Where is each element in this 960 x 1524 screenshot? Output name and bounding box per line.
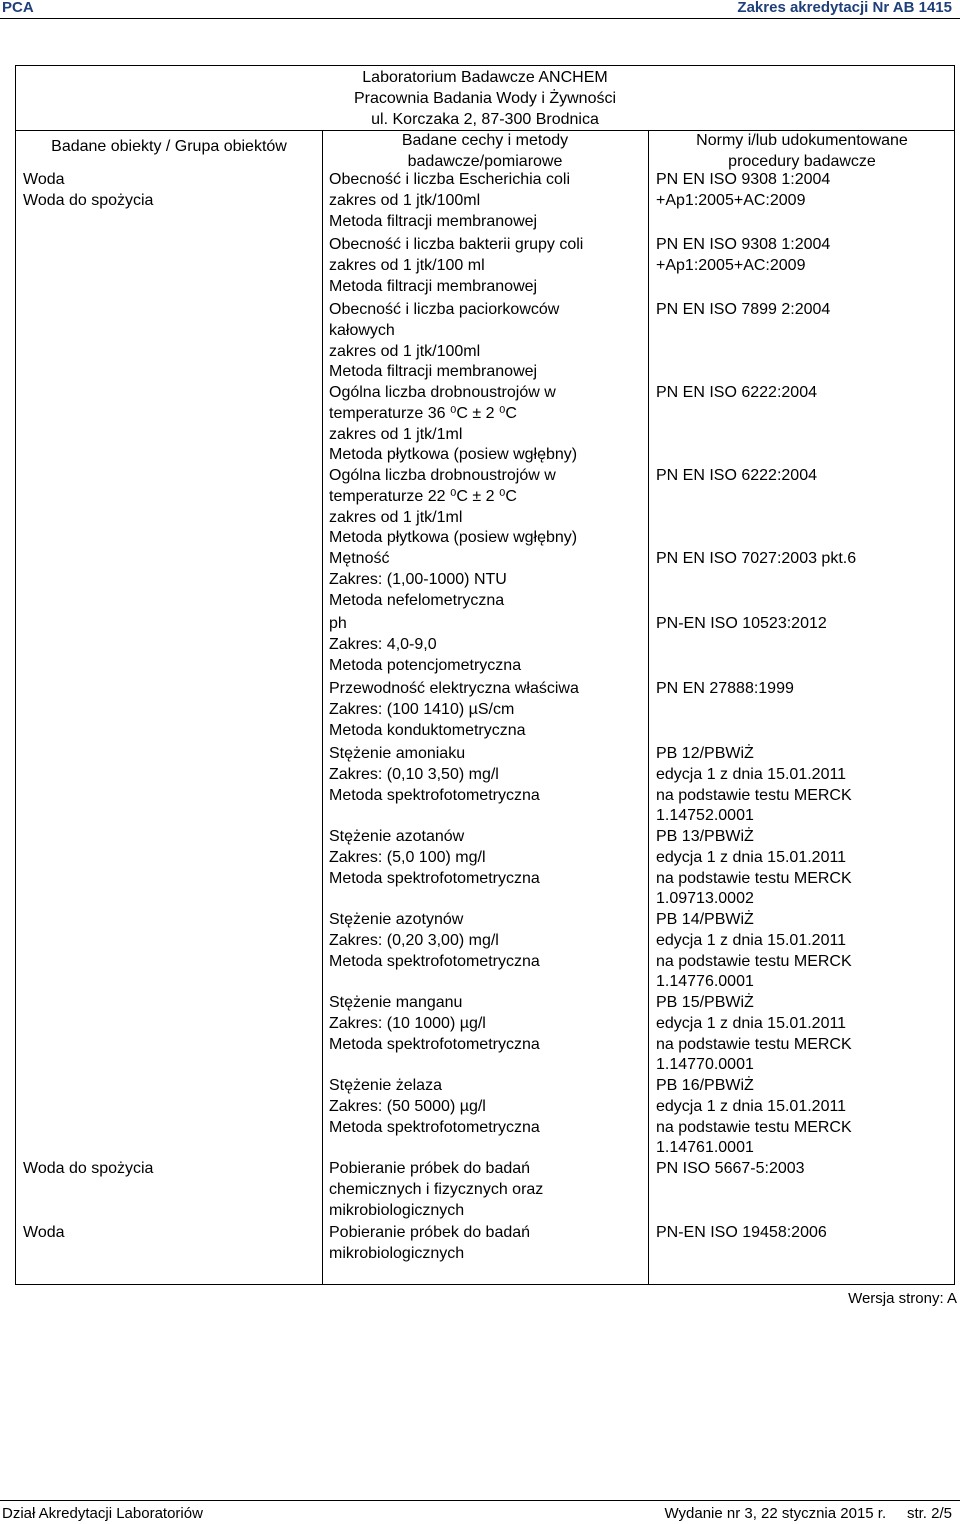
row-norms bbox=[656, 383, 817, 404]
cell-line: Stężenie amoniaku bbox=[329, 745, 466, 762]
row-features bbox=[329, 1076, 540, 1138]
cell-line: PB 15/PBWiŻ bbox=[656, 994, 754, 1011]
footer-divider bbox=[0, 1500, 960, 1501]
cell-line: ph bbox=[329, 615, 347, 632]
cell-line: zakres od 1 jtk/100 ml bbox=[329, 256, 485, 274]
cell-line: PN ISO 5667-5:2003 bbox=[656, 1160, 805, 1177]
cell-line: temperaturze 36 ⁰C ± 2 ⁰C bbox=[329, 404, 517, 422]
row-objects bbox=[23, 1223, 65, 1244]
row-norms bbox=[656, 1159, 805, 1180]
cell-line: zakres od 1 jtk/1ml bbox=[329, 508, 463, 526]
cell-line: Stężenie azotynów bbox=[329, 911, 464, 928]
row-norms bbox=[656, 235, 830, 277]
cell-line: Zakres: (50 5000) µg/l bbox=[329, 1097, 486, 1115]
cell-line: Zakres: (5,0 100) mg/l bbox=[329, 848, 486, 866]
column-divider bbox=[322, 130, 323, 1285]
row-norms bbox=[656, 910, 852, 993]
cell-line: PN EN ISO 6222:2004 bbox=[656, 467, 817, 484]
column-divider bbox=[648, 130, 649, 1285]
cell-line: PN EN ISO 9308 1:2004 bbox=[656, 171, 831, 188]
footer-right: Wydanie nr 3, 22 stycznia 2015 r. str. 2/5 bbox=[664, 1505, 952, 1522]
cell-line: Ogólna liczba drobnoustrojów w bbox=[329, 384, 556, 401]
row-features bbox=[329, 1223, 530, 1265]
cell-line: PN EN ISO 7027:2003 pkt.6 bbox=[656, 550, 857, 567]
row-features bbox=[329, 744, 540, 806]
row-features bbox=[329, 549, 507, 611]
cell-line: PN-EN ISO 19458:2006 bbox=[656, 1224, 827, 1241]
cell-line: Ogólna liczba drobnoustrojów w bbox=[329, 467, 556, 484]
cell-line: Pobieranie próbek do badań bbox=[329, 1160, 531, 1177]
cell-line: zakres od 1 jtk/100ml bbox=[329, 342, 481, 360]
row-features bbox=[329, 235, 583, 297]
cell-line: PB 12/PBWiŻ bbox=[656, 745, 754, 762]
row-features bbox=[329, 993, 540, 1055]
cell-line: PB 16/PBWiŻ bbox=[656, 1077, 754, 1094]
cell-line: Zakres: (100 1410) µS/cm bbox=[329, 700, 515, 718]
row-objects bbox=[23, 170, 153, 212]
cell-line: na podstawie testu MERCK bbox=[656, 1118, 852, 1136]
cell-line: PN EN 27888:1999 bbox=[656, 680, 794, 697]
row-norms bbox=[656, 466, 817, 487]
header-right-label: Zakres akredytacji Nr AB 1415 bbox=[737, 0, 952, 16]
cell-line: Metoda filtracji membranowej bbox=[329, 212, 538, 230]
column-header-norms: Normy i/lub udokumentowane procedury badawcze bbox=[696, 132, 908, 170]
header-left-label: PCA bbox=[2, 0, 34, 16]
cell-line: Metoda spektrofotometryczna bbox=[329, 1035, 540, 1053]
row-norms bbox=[656, 549, 856, 570]
row-features bbox=[329, 466, 577, 549]
cell-line: 1.14761.0001 bbox=[656, 1139, 754, 1157]
cell-line: Metoda płytkowa (posiew wgłębny) bbox=[329, 529, 578, 547]
cell-line: na podstawie testu MERCK bbox=[656, 786, 852, 804]
page-version: Wersja strony: A bbox=[848, 1290, 957, 1307]
cell-line: Stężenie azotanów bbox=[329, 828, 465, 845]
row-features bbox=[329, 170, 570, 232]
cell-line: 1.14770.0001 bbox=[656, 1056, 754, 1074]
cell-line: Metoda spektrofotometryczna bbox=[329, 1118, 540, 1136]
cell-line: kałowych bbox=[329, 321, 395, 339]
cell-line: Metoda nefelometryczna bbox=[329, 591, 505, 609]
cell-line: Metoda płytkowa (posiew wgłębny) bbox=[329, 446, 578, 464]
cell-line: Metoda filtracji membranowej bbox=[329, 363, 538, 381]
cell-line: Obecność i liczba paciorkowców bbox=[329, 301, 560, 318]
row-norms bbox=[656, 993, 852, 1076]
cell-line: Woda bbox=[23, 1224, 65, 1241]
column-header-features: Badane cechy i metody badawcze/pomiarowe bbox=[401, 132, 569, 170]
cell-line: zakres od 1 jtk/100ml bbox=[329, 191, 481, 209]
cell-line: Woda do spożycia bbox=[23, 1160, 154, 1177]
cell-line: Woda do spożycia bbox=[23, 191, 154, 209]
row-norms bbox=[656, 1223, 827, 1244]
cell-line: mikrobiologicznych bbox=[329, 1244, 465, 1262]
cell-line: Stężenie żelaza bbox=[329, 1077, 442, 1094]
cell-line: Przewodność elektryczna właściwa bbox=[329, 680, 579, 697]
row-features bbox=[329, 383, 577, 466]
row-norms bbox=[656, 1076, 852, 1159]
cell-line: mikrobiologicznych bbox=[329, 1201, 465, 1219]
cell-line: Stężenie manganu bbox=[329, 994, 463, 1011]
row-features bbox=[329, 910, 540, 972]
cell-line: +Ap1:2005+AC:2009 bbox=[656, 191, 806, 209]
cell-line: na podstawie testu MERCK bbox=[656, 952, 852, 970]
cell-line: Metoda filtracji membranowej bbox=[329, 277, 538, 295]
cell-line: Metoda spektrofotometryczna bbox=[329, 869, 540, 887]
lab-unit: Pracownia Badania Wody i Żywności bbox=[353, 90, 617, 107]
row-features bbox=[329, 827, 540, 889]
row-features bbox=[329, 300, 559, 383]
cell-line: Zakres: (0,20 3,00) mg/l bbox=[329, 931, 499, 949]
cell-line: Zakres: (10 1000) µg/l bbox=[329, 1014, 486, 1032]
row-norms bbox=[656, 679, 794, 700]
cell-line: Metoda konduktometryczna bbox=[329, 721, 526, 739]
cell-line: PN EN ISO 9308 1:2004 bbox=[656, 236, 831, 253]
row-norms bbox=[656, 744, 852, 827]
cell-line: Metoda spektrofotometryczna bbox=[329, 952, 540, 970]
cell-line: temperaturze 22 ⁰C ± 2 ⁰C bbox=[329, 487, 517, 505]
cell-line: Obecność i liczba Escherichia coli bbox=[329, 171, 570, 188]
cell-line: 1.14752.0001 bbox=[656, 807, 754, 825]
cell-line: PN-EN ISO 10523:2012 bbox=[656, 615, 827, 632]
cell-line: PB 14/PBWiŻ bbox=[656, 911, 754, 928]
cell-line: edycja 1 z dnia 15.01.2011 bbox=[656, 765, 847, 783]
page-header-bar bbox=[0, 0, 960, 19]
cell-line: Obecność i liczba bakterii grupy coli bbox=[329, 236, 584, 253]
cell-line: PN EN ISO 7899 2:2004 bbox=[656, 301, 831, 318]
row-norms bbox=[656, 170, 830, 212]
cell-line: PN EN ISO 6222:2004 bbox=[656, 384, 817, 401]
cell-line: edycja 1 z dnia 15.01.2011 bbox=[656, 931, 847, 949]
cell-line: PB 13/PBWiŻ bbox=[656, 828, 754, 845]
row-objects bbox=[23, 1159, 153, 1180]
cell-line: edycja 1 z dnia 15.01.2011 bbox=[656, 848, 847, 866]
cell-line: chemicznych i fizycznych oraz bbox=[329, 1180, 544, 1198]
cell-line: Woda bbox=[23, 171, 65, 188]
lab-address: ul. Korczaka 2, 87-300 Brodnica bbox=[371, 111, 599, 128]
cell-line: Mętność bbox=[329, 550, 390, 567]
cell-line: Zakres: (1,00-1000) NTU bbox=[329, 570, 507, 588]
cell-line: Metoda spektrofotometryczna bbox=[329, 786, 540, 804]
cell-line: na podstawie testu MERCK bbox=[656, 869, 852, 887]
row-features bbox=[329, 679, 579, 741]
cell-line: 1.14776.0001 bbox=[656, 973, 754, 991]
column-header-objects: Badane obiekty / Grupa obiektów bbox=[51, 138, 287, 155]
cell-line: +Ap1:2005+AC:2009 bbox=[656, 256, 806, 274]
laboratory-header bbox=[322, 67, 648, 130]
cell-line: 1.09713.0002 bbox=[656, 890, 754, 908]
row-features bbox=[329, 1159, 543, 1221]
cell-line: edycja 1 z dnia 15.01.2011 bbox=[656, 1014, 847, 1032]
cell-line: Zakres: (0,10 3,50) mg/l bbox=[329, 765, 499, 783]
row-features bbox=[329, 614, 521, 676]
footer-left: Dział Akredytacji Laboratoriów bbox=[2, 1505, 203, 1522]
row-norms bbox=[656, 827, 852, 910]
cell-line: na podstawie testu MERCK bbox=[656, 1035, 852, 1053]
cell-line: zakres od 1 jtk/1ml bbox=[329, 425, 463, 443]
cell-line: Pobieranie próbek do badań bbox=[329, 1224, 531, 1241]
cell-line: Zakres: 4,0-9,0 bbox=[329, 635, 437, 653]
row-norms bbox=[656, 614, 827, 635]
cell-line: Metoda potencjometryczna bbox=[329, 656, 522, 674]
row-norms bbox=[656, 300, 830, 321]
lab-name: Laboratorium Badawcze ANCHEM bbox=[362, 69, 608, 86]
cell-line: edycja 1 z dnia 15.01.2011 bbox=[656, 1097, 847, 1115]
